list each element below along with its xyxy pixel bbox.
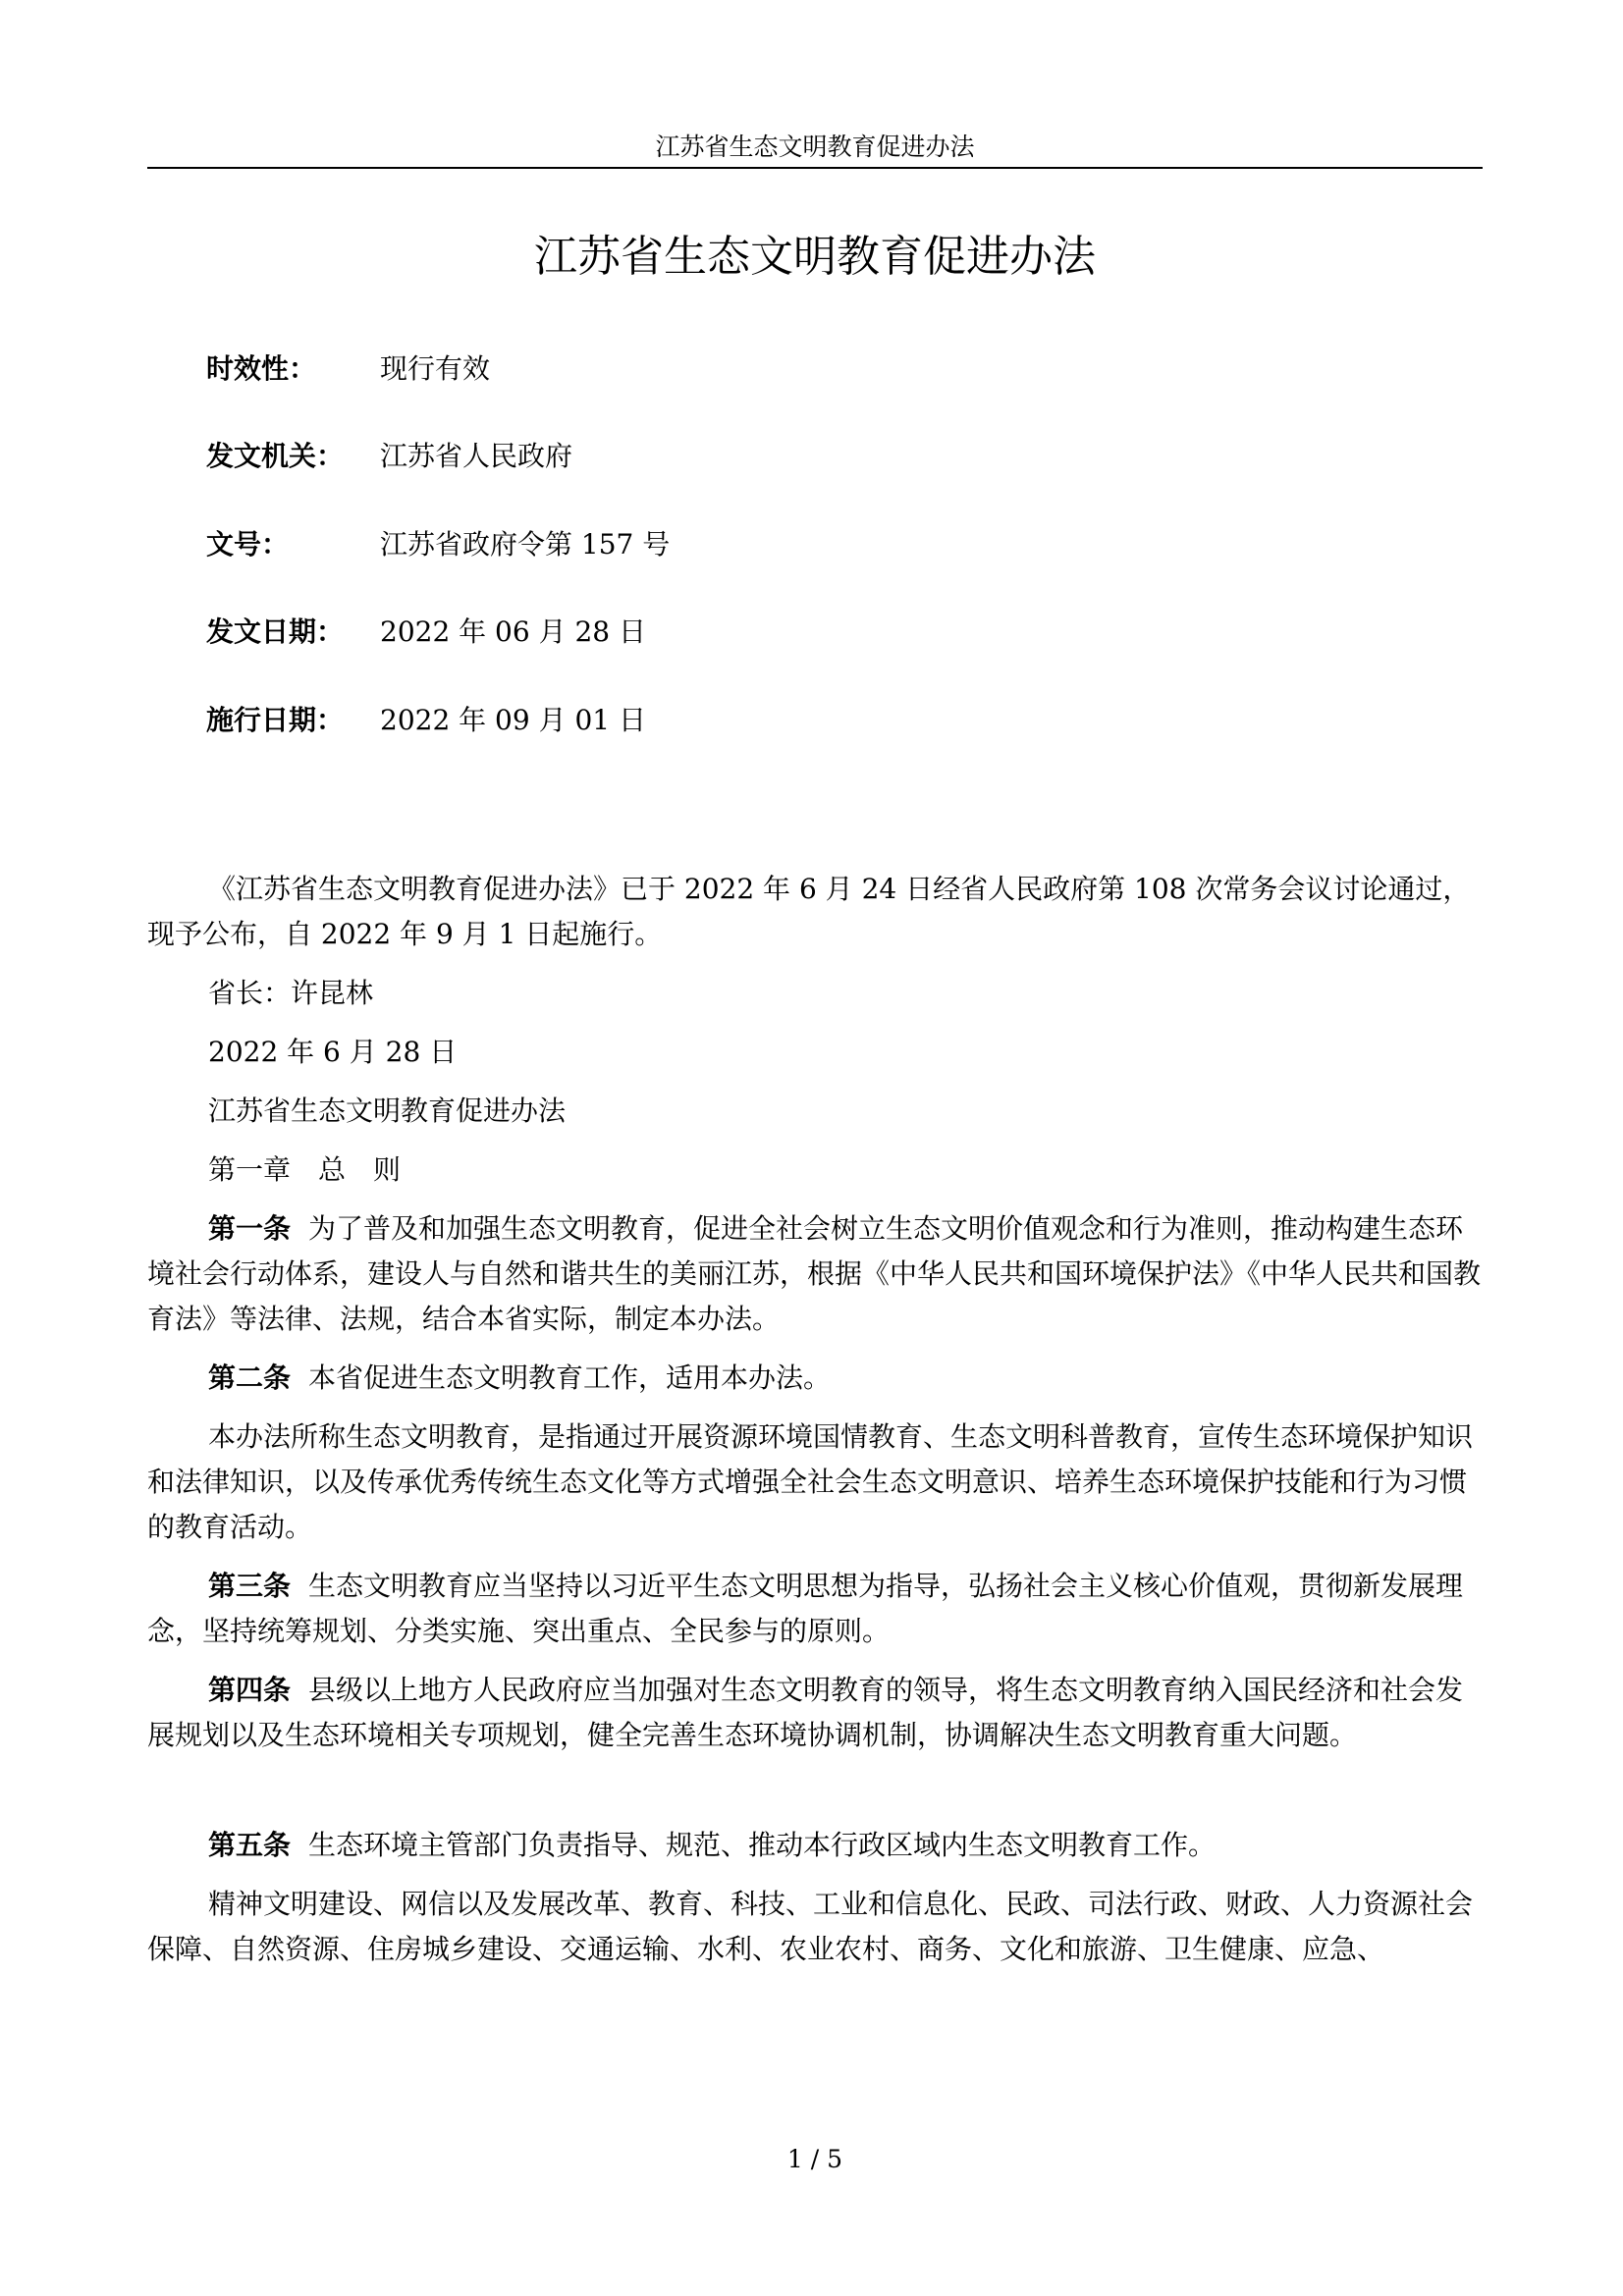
meta-value: 现行有效 [380,352,491,385]
article-text: 精神文明建设、网信以及发展改革、教育、科技、工业和信息化、民政、司法行政、财政、人力资源社会保障、自然资源、住房城乡建设、交通运输、水利、农业农村、商务、文化和旅游、卫生健康、应急、 [147,1888,1474,1965]
article-label: 第三条 [208,1570,292,1602]
article-paragraph [147,1415,1483,1550]
page-number: 1 / 5 [786,2145,843,2173]
meta-value: 2022 年 06 月 28 日 [380,615,647,648]
article-label: 第五条 [208,1829,292,1861]
article-text: 生态文明教育应当坚持以习近平生态文明思想为指导，弘扬社会主义核心价值观，贯彻新发展理念，坚持统筹规划、分类实施、突出重点、全民参与的原则。 [147,1570,1464,1647]
body-title-line: 江苏省生态文明教育促进办法 [208,1095,567,1127]
header-rule [147,167,1483,169]
article-paragraph [147,1356,1483,1401]
running-header: 江苏省生态文明教育促进办法 [655,133,975,161]
article-paragraph [147,1668,1483,1758]
article-label: 第二条 [208,1362,292,1394]
article-paragraph [147,1564,1483,1654]
meta-value: 江苏省人民政府 [380,440,573,472]
document-body [147,867,1483,1986]
article-text: 为了普及和加强生态文明教育，促进全社会树立生态文明价值观念和行为准则，推动构建生态环境社会行动体系，建设人与自然和谐共生的美丽江苏，根据《中华人民共和国环境保护法》《中华人民共和国教育法》等法律、法规，结合本省实际，制定本办法。 [147,1212,1482,1335]
article-text: 本省促进生态文明教育工作，适用本办法。 [308,1362,832,1394]
meta-label: 文号： [206,528,290,561]
sign-date-line: 2022 年 6 月 28 日 [208,1036,458,1068]
article-text: 生态环境主管部门负责指导、规范、推动本行政区域内生态文明教育工作。 [308,1829,1217,1861]
meta-label: 时效性： [206,352,317,385]
chapter-heading: 第一章 总 则 [208,1153,402,1186]
meta-label: 施行日期： [206,704,345,736]
meta-value: 江苏省政府令第 157 号 [380,528,671,561]
article-paragraph [147,1823,1483,1868]
article-label: 第四条 [208,1674,292,1706]
meta-label: 发文机关： [206,440,345,472]
meta-value: 2022 年 09 月 01 日 [380,704,647,736]
article-label: 第一条 [208,1212,292,1245]
article-paragraph [147,1206,1483,1342]
announcement-paragraph: 《江苏省生态文明教育促进办法》已于 2022 年 6 月 24 日经省人民政府第 108 次常务会议讨论通过，现予公布，自 2022 年 9 月 1 日起施行。 [147,873,1471,950]
article-text: 县级以上地方人民政府应当加强对生态文明教育的领导，将生态文明教育纳入国民经济和社会发展规划以及生态环境相关专项规划，健全完善生态环境协调机制，协调解决生态文明教育重大问题。 [147,1674,1464,1751]
article-text: 本办法所称生态文明教育，是指通过开展资源环境国情教育、生态文明科普教育，宣传生态环境保护知识和法律知识，以及传承优秀传统生态文化等方式增强全社会生态文明意识、培养生态环境保护技能和行为习惯的教育活动。 [147,1420,1474,1543]
article-paragraph [147,1882,1483,1972]
meta-label: 发文日期： [206,615,345,648]
document-title: 江苏省生态文明教育促进办法 [534,232,1096,282]
signer-line: 省长：许昆林 [208,977,374,1009]
